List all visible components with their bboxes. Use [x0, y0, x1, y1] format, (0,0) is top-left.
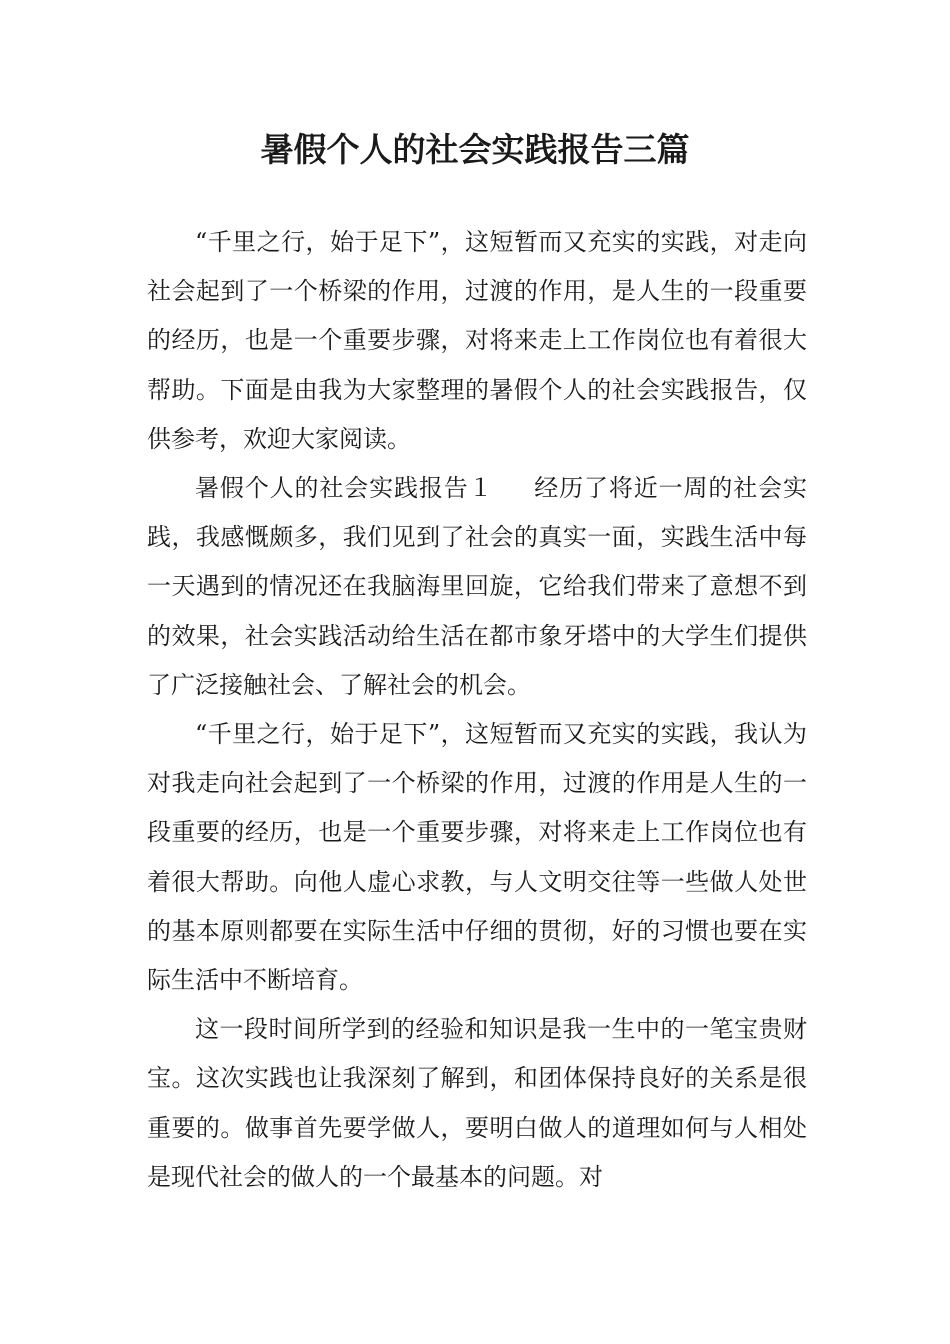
- document-title: 暑假个人的社会实践报告三篇: [260, 130, 690, 169]
- report-1-heading: 暑假个人的社会实践报告１: [195, 474, 494, 503]
- intro-paragraph: “千里之行，始于足下”，这短暂而又充实的实践，对走向社会起到了一个桥梁的作用，过渡的作用，是人生的一段重要的经历，也是一个重要步骤，对将来走上工作岗位也有着很大帮助。下面是由我为大家整理的暑假个人的社会实践报告，仅供参考，欢迎大家阅读。: [147, 228, 807, 453]
- document-body: [147, 218, 807, 1202]
- body-paragraph-3: 这一段时间所学到的经验和知识是我一生中的一笔宝贵财宝。这次实践也让我深刻了解到，和团体保持良好的关系是很重要的。做事首先要学做人，要明白做人的道理如何与人相处是现代社会的做人的一个最基本的问题。对: [147, 1015, 807, 1191]
- report-1-paragraph: [147, 464, 807, 710]
- body-paragraph-2: “千里之行，始于足下”，这短暂而又充实的实践，我认为对我走向社会起到了一个桥梁的作用，过渡的作用是人生的一段重要的经历，也是一个重要步骤，对将来走上工作岗位也有着很大帮助。向他人虚心求教，与人文明交往等一些做人处世的基本原则都要在实际生活中仔细的贯彻，好的习惯也要在实际生活中不断培育。: [147, 720, 807, 995]
- report-1-text: 经历了将近一周的社会实践，我感慨颇多，我们见到了社会的真实一面，实践生活中每一天遇到的情况还在我脑海里回旋，它给我们带来了意想不到的效果，社会实践活动给生活在都市象牙塔中的大学生们提供了广泛接触社会、了解社会的机会。: [147, 474, 808, 699]
